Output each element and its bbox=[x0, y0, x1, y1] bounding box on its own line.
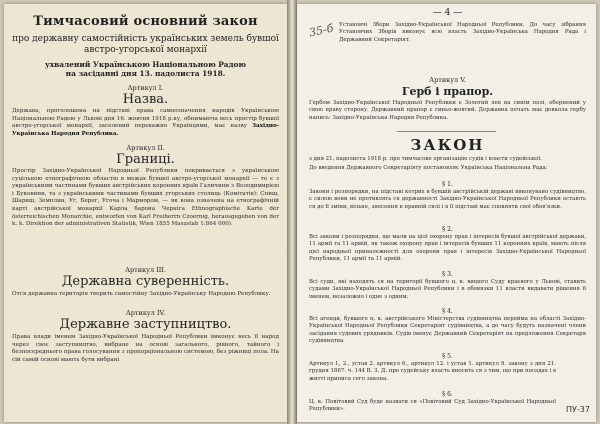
section-4-text: Всі агенди, бувшого ц. к. австрійського Міністерства судівництва перейма на області Західно-Української Народньої Републики Секретаріят судівництва, а до часу будуть назначені члени засідання судових урядників. Судів іменує Державний Секретаріят на предложення Секретаря судівництва. bbox=[309, 316, 586, 345]
section-5-label: § 5. bbox=[442, 353, 453, 360]
section-2-label: § 2. bbox=[442, 226, 453, 233]
article-3-label: Артикул ІІІ. bbox=[125, 266, 166, 274]
article-5-heading: Герб і прапор. bbox=[401, 85, 494, 98]
archive-tag: ПУ-37 bbox=[566, 405, 590, 414]
article-4-heading: Державне заступництво. bbox=[59, 317, 232, 332]
section-2-text: Всі закони і розпорядки, що мали на цілі охорону прав і інтересів бувшої австрійської держави, 11 армії та 11 армій, як також охорону прав і інтересів бувших 11 коронних країв, мають після цієї народньої приналежності для охорони прав і інтересів Західно-Української Народньої Републики, 11 армії та 11 армій. bbox=[309, 234, 586, 263]
law-intro: До введення Державного Секретаріяту постановляє Українська Національна Рада: bbox=[309, 165, 548, 171]
article-1-label: Артикул І. bbox=[127, 84, 164, 92]
article-3-heading: Державна суверенність. bbox=[61, 274, 230, 289]
law-title: ЗАКОН bbox=[410, 136, 485, 154]
article-2-heading: Границі. bbox=[116, 152, 175, 167]
left-page bbox=[4, 4, 287, 422]
document-subtitle: про державну самостійність українських земель бувшої австро-угорської монархії bbox=[12, 34, 279, 55]
article-3-text: Отся державна територія творить самостійну Західно-Українську Народню Републику. bbox=[12, 291, 271, 297]
intro-paragraph: Установчі Збори Західно-Української Народньої Републики. До часу зібрання Установчих Зборів виконує всю власть Західно-Українська Народня Рада і Державний Секретаріят. bbox=[339, 22, 586, 43]
section-5-text: Артикул І., 2., устав 2. артикул 6., артикул 12. і устав 1. артикул 9. закону з дня 21. грудня 1867. ч. 144 В. З. Д. про судейську власть вносить ся з тим, що при посадах і в житті приписа сего закона. bbox=[309, 361, 556, 382]
article-1-text: Держава, проголошена на підставі права самоозначення народів Українською Національною Радою у Львові дня 16. жовтня 1918 р.ку, обнимаюча весь простір бувшої австро-угорської монархії, заселений переважно Українцями, має назву Західно-Українська Народня Република. bbox=[12, 108, 279, 137]
right-page bbox=[297, 4, 596, 422]
article-5-text: Гербом Західно-Української Народньої Републики є Золотий лев на синім полі, обернений у свою праву сторону. Державний прапор є синьо-жовтий. Державна печать має довкола гербу напись: Західно-Українська Народня Република. bbox=[309, 100, 586, 121]
section-3-text: Всі суди, які находять ся на території бувшого ц. к. вищого Суду краєвого у Львові, ставить судами Західно-Української Народньої Републики і в обовязки 11 власти видавати рішення її іменем, незалежно і одне з одним. bbox=[309, 279, 586, 300]
section-1-text: Закони і розпорядки, на підставі котрих в бувшій австрійській державі виконувано судівництво, є силою вони не противлять ся державності Західно-Української Народньої Републики остають ся до її зміни, вільне, знесення в правній силі і в її підставі має сповняти свої обов'язки. bbox=[309, 189, 586, 210]
article-4-label: Артикул IV. bbox=[125, 309, 166, 317]
section-3-label: § 3. bbox=[442, 271, 453, 278]
article-4-text: Права влади іменем Західно-Української Народньої Републики виконує весь її народ через своє заступництво, вибране на основі загального, рівного, тайного і безпосереднього права голосування з пропорціональною системою, без ріжниці пола. На сій самій основі мають бути вибрані bbox=[12, 334, 279, 363]
page-number: — 4 — bbox=[432, 8, 463, 18]
section-6-text: Ц. к. Повітовий Суд буде назвати ся «Повітовий Суд Західно-Української Народньої Републики». bbox=[309, 399, 556, 413]
article-5-label: Артикул V. bbox=[429, 76, 466, 84]
law-subtitle: з дня 21. падолиста 1918 р. про тимчасове організацію судів і власти судейської. bbox=[309, 156, 542, 162]
section-4-label: § 4. bbox=[442, 308, 453, 315]
article-1-heading: Назва. bbox=[122, 92, 169, 107]
book-spine bbox=[287, 0, 297, 424]
section-6-label: § 6. bbox=[442, 391, 453, 398]
article-2-label: Артикул ІІ. bbox=[126, 144, 165, 152]
section-1-label: § 1. bbox=[442, 181, 453, 188]
republic-name: Західно-Українська Народня Република. bbox=[12, 123, 279, 137]
divider bbox=[397, 131, 496, 132]
article-2-text: Простір Західно-Української Народньої Републики покривається з українською суцільною етнографічною областю в межах бувшої австро-угорської монархії — то є з українськими частинами бувших австрійських коронних країв Галичини з Володимирією і Буковини, та з українськими частинами бувших угорських столиць (Комітатів): Спиш, Шариш, Земплин, Уг, Берег, Угоча і Мармором, — як вона означена на етнографічній карті австрійської монархії Карла барона Черніґа Ethnographische Karte der österreichischen Monarchie, entworfen von Karl Freiherrn Czoernig, herausgegeben von der k. k. Direktion der administrativen Statistik, Wien 1855 Maszstab 1:864 000). bbox=[12, 168, 279, 228]
adoption-note: ухвалений Українською Національною Радою на засіданні дня 13. падолиста 1918. bbox=[44, 60, 247, 78]
document-title: Тимчасовий основний закон bbox=[33, 14, 258, 29]
handwritten-number: 35-б bbox=[307, 21, 335, 40]
